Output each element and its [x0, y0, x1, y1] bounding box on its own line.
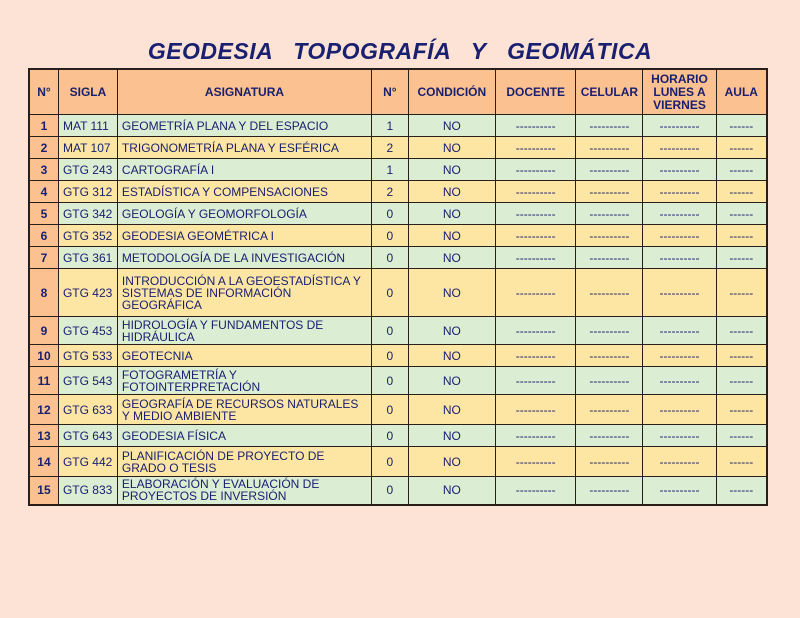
- header-celular: CELULAR: [576, 69, 643, 115]
- row-condicion: NO: [408, 447, 495, 477]
- header-horario-line3: VIERNES: [653, 97, 706, 112]
- row-num: 6: [29, 225, 58, 247]
- row-celular: ----------: [576, 181, 643, 203]
- row-n2: 0: [372, 367, 409, 395]
- row-horario: ----------: [643, 345, 716, 367]
- row-celular: ----------: [576, 317, 643, 345]
- row-celular: ----------: [576, 425, 643, 447]
- row-condicion: NO: [408, 115, 495, 137]
- row-asignatura: METODOLOGÍA DE LA INVESTIGACIÓN: [117, 247, 371, 269]
- row-asignatura: GEODESIA FÍSICA: [117, 425, 371, 447]
- row-docente: ----------: [496, 317, 576, 345]
- table-row: [29, 181, 767, 203]
- row-sigla: GTG 533: [58, 345, 117, 367]
- row-aula: ------: [716, 269, 767, 317]
- row-sigla: MAT 111: [58, 115, 117, 137]
- table-row: [29, 425, 767, 447]
- header-aula: AULA: [716, 69, 767, 115]
- row-celular: ----------: [576, 269, 643, 317]
- row-n2: 0: [372, 269, 409, 317]
- row-horario: ----------: [643, 269, 716, 317]
- header-num: N°: [29, 69, 58, 115]
- row-horario: ----------: [643, 477, 716, 505]
- row-horario: ----------: [643, 425, 716, 447]
- row-asignatura: ESTADÍSTICA Y COMPENSACIONES: [117, 181, 371, 203]
- row-n2: 0: [372, 395, 409, 425]
- row-celular: ----------: [576, 203, 643, 225]
- row-docente: ----------: [496, 269, 576, 317]
- row-celular: ----------: [576, 159, 643, 181]
- row-num: 12: [29, 395, 58, 425]
- row-n2: 0: [372, 225, 409, 247]
- row-docente: ----------: [496, 137, 576, 159]
- row-sigla: GTG 442: [58, 447, 117, 477]
- row-n2: 2: [372, 137, 409, 159]
- row-num: 15: [29, 477, 58, 505]
- row-n2: 0: [372, 447, 409, 477]
- row-asignatura: PLANIFICACIÓN DE PROYECTO DE GRADO O TESIS: [117, 447, 371, 477]
- row-asignatura: TRIGONOMETRÍA PLANA Y ESFÉRICA: [117, 137, 371, 159]
- row-sigla: GTG 312: [58, 181, 117, 203]
- row-celular: ----------: [576, 367, 643, 395]
- row-celular: ----------: [576, 115, 643, 137]
- row-n2: 0: [372, 477, 409, 505]
- row-num: 8: [29, 269, 58, 317]
- header-condicion: CONDICIÓN: [408, 69, 495, 115]
- row-sigla: GTG 423: [58, 269, 117, 317]
- row-n2: 0: [372, 345, 409, 367]
- row-horario: ----------: [643, 317, 716, 345]
- row-docente: ----------: [496, 159, 576, 181]
- row-n2: 0: [372, 203, 409, 225]
- row-condicion: NO: [408, 425, 495, 447]
- row-sigla: GTG 243: [58, 159, 117, 181]
- row-asignatura: GEOMETRÍA PLANA Y DEL ESPACIO: [117, 115, 371, 137]
- row-asignatura: GEOLOGÍA Y GEOMORFOLOGÍA: [117, 203, 371, 225]
- row-condicion: NO: [408, 159, 495, 181]
- row-condicion: NO: [408, 345, 495, 367]
- row-sigla: GTG 361: [58, 247, 117, 269]
- row-condicion: NO: [408, 477, 495, 505]
- row-horario: ----------: [643, 447, 716, 477]
- row-aula: ------: [716, 247, 767, 269]
- row-celular: ----------: [576, 225, 643, 247]
- row-sigla: GTG 643: [58, 425, 117, 447]
- row-celular: ----------: [576, 477, 643, 505]
- row-n2: 1: [372, 159, 409, 181]
- row-docente: ----------: [496, 425, 576, 447]
- row-n2: 2: [372, 181, 409, 203]
- table-row: [29, 447, 767, 477]
- row-aula: ------: [716, 203, 767, 225]
- row-condicion: NO: [408, 269, 495, 317]
- row-aula: ------: [716, 367, 767, 395]
- row-docente: ----------: [496, 225, 576, 247]
- row-aula: ------: [716, 181, 767, 203]
- row-horario: ----------: [643, 181, 716, 203]
- row-aula: ------: [716, 137, 767, 159]
- header-horario-line1: HORARIO: [651, 71, 708, 86]
- table-row: [29, 115, 767, 137]
- row-num: 2: [29, 137, 58, 159]
- row-docente: ----------: [496, 367, 576, 395]
- row-celular: ----------: [576, 395, 643, 425]
- row-num: 11: [29, 367, 58, 395]
- row-asignatura: INTRODUCCIÓN A LA GEOESTADÍSTICA Y SISTEMAS DE INFORMACIÓN GEOGRÁFICA: [117, 269, 371, 317]
- table-row: [29, 345, 767, 367]
- row-celular: ----------: [576, 345, 643, 367]
- row-num: 13: [29, 425, 58, 447]
- table-row: [29, 225, 767, 247]
- row-horario: ----------: [643, 137, 716, 159]
- row-aula: ------: [716, 447, 767, 477]
- row-aula: ------: [716, 345, 767, 367]
- row-horario: ----------: [643, 115, 716, 137]
- header-horario-line2: LUNES A: [653, 84, 706, 99]
- table-row: [29, 367, 767, 395]
- row-n2: 0: [372, 317, 409, 345]
- row-num: 14: [29, 447, 58, 477]
- row-aula: ------: [716, 477, 767, 505]
- row-sigla: GTG 453: [58, 317, 117, 345]
- table-row: [29, 203, 767, 225]
- row-celular: ----------: [576, 137, 643, 159]
- row-horario: ----------: [643, 395, 716, 425]
- row-celular: ----------: [576, 247, 643, 269]
- row-num: 9: [29, 317, 58, 345]
- row-celular: ----------: [576, 447, 643, 477]
- header-n2: N°: [372, 69, 409, 115]
- row-asignatura: FOTOGRAMETRÍA Y FOTOINTERPRETACIÓN: [117, 367, 371, 395]
- row-asignatura: GEOTECNIA: [117, 345, 371, 367]
- row-aula: ------: [716, 425, 767, 447]
- row-num: 3: [29, 159, 58, 181]
- row-condicion: NO: [408, 137, 495, 159]
- table-body: [29, 115, 767, 505]
- row-asignatura: HIDROLOGÍA Y FUNDAMENTOS DE HIDRÁULICA: [117, 317, 371, 345]
- row-aula: ------: [716, 225, 767, 247]
- row-docente: ----------: [496, 395, 576, 425]
- row-num: 10: [29, 345, 58, 367]
- row-horario: ----------: [643, 159, 716, 181]
- table-row: [29, 137, 767, 159]
- row-num: 4: [29, 181, 58, 203]
- row-docente: ----------: [496, 247, 576, 269]
- row-condicion: NO: [408, 181, 495, 203]
- row-asignatura: GEOGRAFÍA DE RECURSOS NATURALES Y MEDIO AMBIENTE: [117, 395, 371, 425]
- row-asignatura: ELABORACIÓN Y EVALUACIÓN DE PROYECTOS DE INVERSIÓN: [117, 477, 371, 505]
- row-condicion: NO: [408, 367, 495, 395]
- row-n2: 1: [372, 115, 409, 137]
- table-row: [29, 269, 767, 317]
- row-num: 5: [29, 203, 58, 225]
- table-row: [29, 317, 767, 345]
- row-sigla: GTG 352: [58, 225, 117, 247]
- row-aula: ------: [716, 159, 767, 181]
- row-horario: ----------: [643, 367, 716, 395]
- row-n2: 0: [372, 247, 409, 269]
- row-num: 7: [29, 247, 58, 269]
- row-n2: 0: [372, 425, 409, 447]
- header-horario: [643, 69, 716, 115]
- row-horario: ----------: [643, 203, 716, 225]
- row-docente: ----------: [496, 203, 576, 225]
- row-horario: ----------: [643, 225, 716, 247]
- row-sigla: GTG 543: [58, 367, 117, 395]
- subjects-table: [28, 68, 768, 506]
- table-row: [29, 477, 767, 505]
- row-num: 1: [29, 115, 58, 137]
- row-docente: ----------: [496, 181, 576, 203]
- header-sigla: SIGLA: [58, 69, 117, 115]
- row-sigla: GTG 342: [58, 203, 117, 225]
- row-sigla: GTG 633: [58, 395, 117, 425]
- row-sigla: GTG 833: [58, 477, 117, 505]
- row-docente: ----------: [496, 447, 576, 477]
- row-condicion: NO: [408, 395, 495, 425]
- row-docente: ----------: [496, 345, 576, 367]
- page-title: GEODESIA TOPOGRAFÍA Y GEOMÁTICA: [147, 38, 653, 64]
- table-row: [29, 159, 767, 181]
- row-condicion: NO: [408, 247, 495, 269]
- row-asignatura: CARTOGRAFÍA I: [117, 159, 371, 181]
- table-row: [29, 247, 767, 269]
- row-aula: ------: [716, 317, 767, 345]
- row-condicion: NO: [408, 203, 495, 225]
- row-aula: ------: [716, 115, 767, 137]
- table-header-row: [29, 69, 767, 115]
- row-condicion: NO: [408, 317, 495, 345]
- row-condicion: NO: [408, 225, 495, 247]
- row-asignatura: GEODESIA GEOMÉTRICA I: [117, 225, 371, 247]
- row-horario: ----------: [643, 247, 716, 269]
- row-docente: ----------: [496, 477, 576, 505]
- row-docente: ----------: [496, 115, 576, 137]
- header-asignatura: ASIGNATURA: [117, 69, 371, 115]
- header-docente: DOCENTE: [496, 69, 576, 115]
- table-row: [29, 395, 767, 425]
- row-sigla: MAT 107: [58, 137, 117, 159]
- row-aula: ------: [716, 395, 767, 425]
